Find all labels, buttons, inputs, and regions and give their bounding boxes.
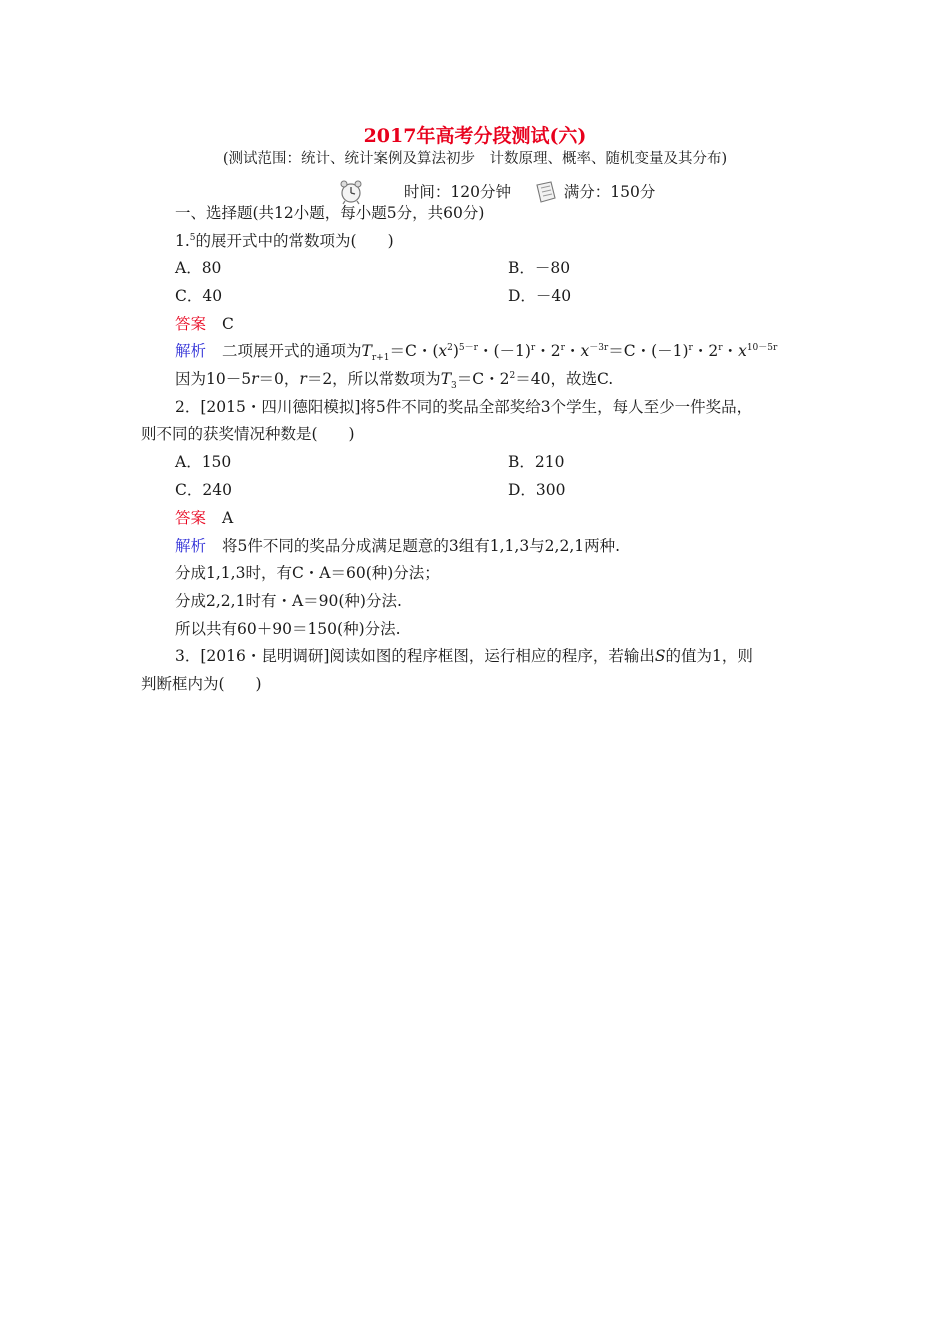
score-sheet-icon bbox=[533, 179, 559, 205]
question-2-stem-line-2: 则不同的获奖情况种数是( ) bbox=[141, 425, 355, 443]
question-3-stem-line-2: 判断框内为( ) bbox=[141, 675, 262, 693]
answer-label: 答案 bbox=[175, 315, 207, 333]
answer-label: 答案 bbox=[175, 509, 207, 527]
test-scope-subtitle: (测试范围：统计、统计案例及算法初步 计数原理、概率、随机变量及其分布) bbox=[222, 151, 728, 167]
question-2-analysis-line-2: 分成1,1,3时，有C・A＝60(种)分法； bbox=[175, 564, 440, 582]
question-2-option-c: C．240 bbox=[175, 481, 232, 499]
question-1-stem: 1.$^5$的展开式中的常数项为( ) bbox=[175, 232, 394, 250]
answer-value: A bbox=[222, 509, 234, 527]
page-title: 2017年高考分段测试(六) bbox=[363, 125, 587, 147]
alarm-clock-icon bbox=[338, 179, 364, 205]
analysis-label: 解析 bbox=[175, 537, 207, 555]
question-1-analysis-line-1: 解析 二项展开式的通项为$T_{r+1}=C$・$(x^2)^{5-r}$・$(-1)^r$・2$^r$・$x^{-3r}=C$・$(-1)^r$・2$^r$・$x^{10-5r}$ bbox=[175, 342, 778, 364]
question-2-stem-line-1: 2．[2015・四川德阳模拟]将5件不同的奖品全部奖给3个学生，每人至少一件奖品， bbox=[175, 398, 753, 416]
time-label: 时间：120分钟 bbox=[403, 183, 511, 201]
question-1-option-a: A．80 bbox=[175, 259, 222, 277]
question-2-analysis-line-4: 所以共有60＋90＝150(种)分法. bbox=[175, 620, 401, 638]
question-2-analysis-line-1: 解析 将5件不同的奖品分成满足题意的3组有1,1,3与2,2,1两种. bbox=[175, 537, 621, 555]
question-1-answer bbox=[175, 314, 234, 334]
question-1-option-c: C．40 bbox=[175, 287, 223, 305]
question-2-option-b: B．210 bbox=[508, 453, 565, 471]
question-2-answer bbox=[175, 508, 233, 528]
question-1-analysis-line-2: 因为10－5r＝0，r＝2，所以常数项为$T_3=C$・$2^2=40$，故选C. bbox=[175, 370, 614, 392]
question-2-option-d: D．300 bbox=[508, 481, 566, 499]
question-3-stem-line-1: 3．[2016・昆明调研]阅读如图的程序框图，运行相应的程序，若输出S的值为1，则 bbox=[175, 647, 753, 665]
exam-meta bbox=[338, 178, 655, 204]
section-heading: 一、选择题(共12小题，每小题5分，共60分) bbox=[175, 204, 485, 222]
analysis-label: 解析 bbox=[175, 342, 207, 360]
question-1-option-d: D．－40 bbox=[508, 287, 572, 305]
score-label: 满分：150分 bbox=[563, 183, 656, 201]
question-2-option-a: A．150 bbox=[175, 453, 232, 471]
question-1-option-b: B．－80 bbox=[508, 259, 571, 277]
answer-value: C bbox=[222, 315, 234, 333]
question-2-analysis-line-3: 分成2,2,1时有・A＝90(种)分法. bbox=[175, 592, 402, 610]
